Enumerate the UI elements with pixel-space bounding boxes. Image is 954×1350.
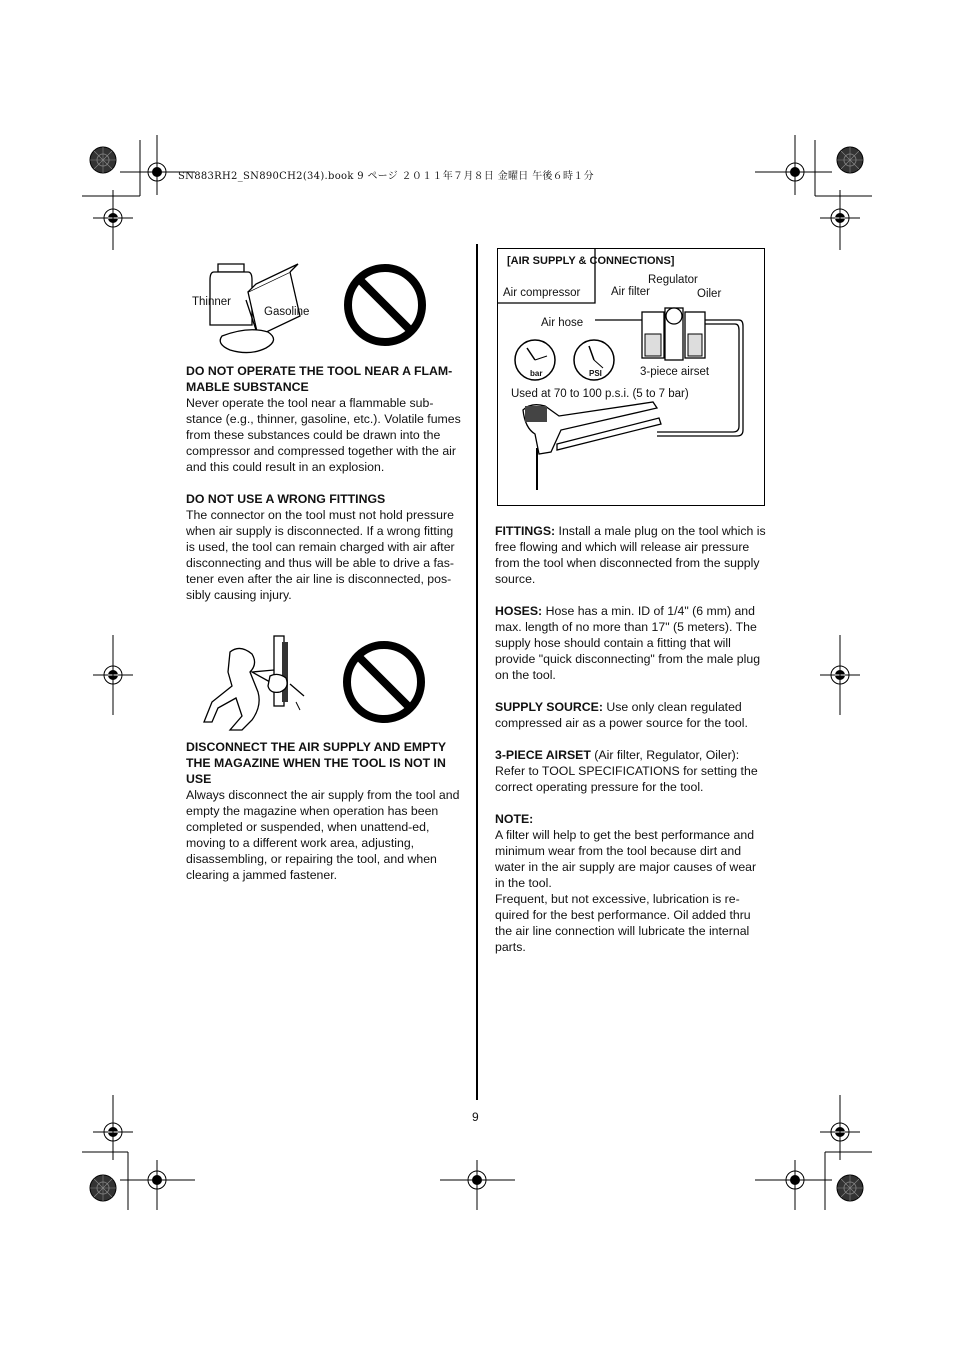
- airset-text: (Air filter, Regulator, Oiler): Refer to TOOL SPECIFICATIONS for setting the correct operating pressure for the tool.: [495, 748, 758, 794]
- air-filter-label: Air filter: [611, 286, 650, 298]
- disconnect-tool-illustration: [200, 632, 440, 732]
- left-column-lower: [186, 739, 462, 883]
- gauge-bar-label: bar: [530, 369, 543, 378]
- airset-label: 3-piece airset: [640, 366, 710, 378]
- note-paragraph-1: A filter will help to get the best performance and minimum wear from the tool because dirt and water in the air supply are major causes of wear in the tool.: [495, 828, 757, 890]
- note-label: NOTE:: [495, 812, 534, 826]
- hoses-text: Hose has a min. ID of 1/4" (6 mm) and max. length of no more than 17" (5 meters). The supply hose should contain a fitting that will provide "quick disconnecting" from the male plug on the tool.: [495, 604, 761, 682]
- gasoline-label: Gasoline: [264, 306, 310, 318]
- page-number: 9: [472, 1110, 479, 1124]
- supply-text: Use only clean regulated compressed air as a power source for the tool.: [495, 700, 748, 730]
- print-header: SN883RH2_SN890CH2(34).book 9 ページ ２０１１年７月８日 金曜日 午後６時１分: [178, 171, 594, 182]
- note-paragraph-2: Frequent, but not excessive, lubrication is re-quired for the best performance. Oil added thru the air line connection will lubricate the internal parts.: [495, 892, 751, 954]
- regulator-label: Regulator: [648, 274, 698, 286]
- diagram-title: [AIR SUPPLY & CONNECTIONS]: [507, 255, 675, 267]
- airset-heading: 3-PIECE AIRSET: [495, 748, 591, 762]
- hoses-label: HOSES:: [495, 604, 543, 618]
- air-hose-label: Air hose: [541, 317, 584, 329]
- oiler-label: Oiler: [697, 288, 722, 300]
- heading-flammable: DO NOT OPERATE THE TOOL NEAR A FLAM-MABLE SUBSTANCE: [186, 364, 453, 394]
- fittings-text: Install a male plug on the tool which is free flowing and which will release air pressure from the tool when disconnected from the supply source.: [495, 524, 766, 586]
- column-divider: [476, 244, 478, 1100]
- air-compressor-label: Air compressor: [503, 287, 581, 299]
- body-fittings: The connector on the tool must not hold pressure when air supply is disconnected. If a wrong fitting is used, the tool can remain charged with air after disconnecting and thus will be able to drive a fas-tener even after the air line is disconnected, pos-sibly causing injury.: [186, 508, 455, 602]
- body-disconnect: Always disconnect the air supply from the tool and empty the magazine when operation has been completed or suspended, when unattend-ed, moving to a different work area, adjusting, disassembling, or repairing the tool, and when clearing a jammed fastener.: [186, 788, 460, 882]
- fittings-label: FITTINGS:: [495, 524, 556, 538]
- right-column: [495, 523, 767, 955]
- heading-disconnect: DISCONNECT THE AIR SUPPLY AND EMPTY THE MAGAZINE WHEN THE TOOL IS NOT IN USE: [186, 740, 446, 786]
- heading-fittings: DO NOT USE A WRONG FITTINGS: [186, 492, 386, 506]
- left-column: [186, 363, 462, 603]
- gauge-psi-label: PSI: [589, 369, 602, 378]
- pressure-label: Used at 70 to 100 p.s.i. (5 to 7 bar): [511, 388, 689, 400]
- thinner-label: Thinner: [192, 296, 231, 308]
- supply-label: SUPPLY SOURCE:: [495, 700, 603, 714]
- body-flammable: Never operate the tool near a flammable sub-stance (e.g., thinner, gasoline, etc.). Volatile fumes from these substances could be drawn into the compressor and compressed together with the air and this could result in an explosion.: [186, 396, 461, 474]
